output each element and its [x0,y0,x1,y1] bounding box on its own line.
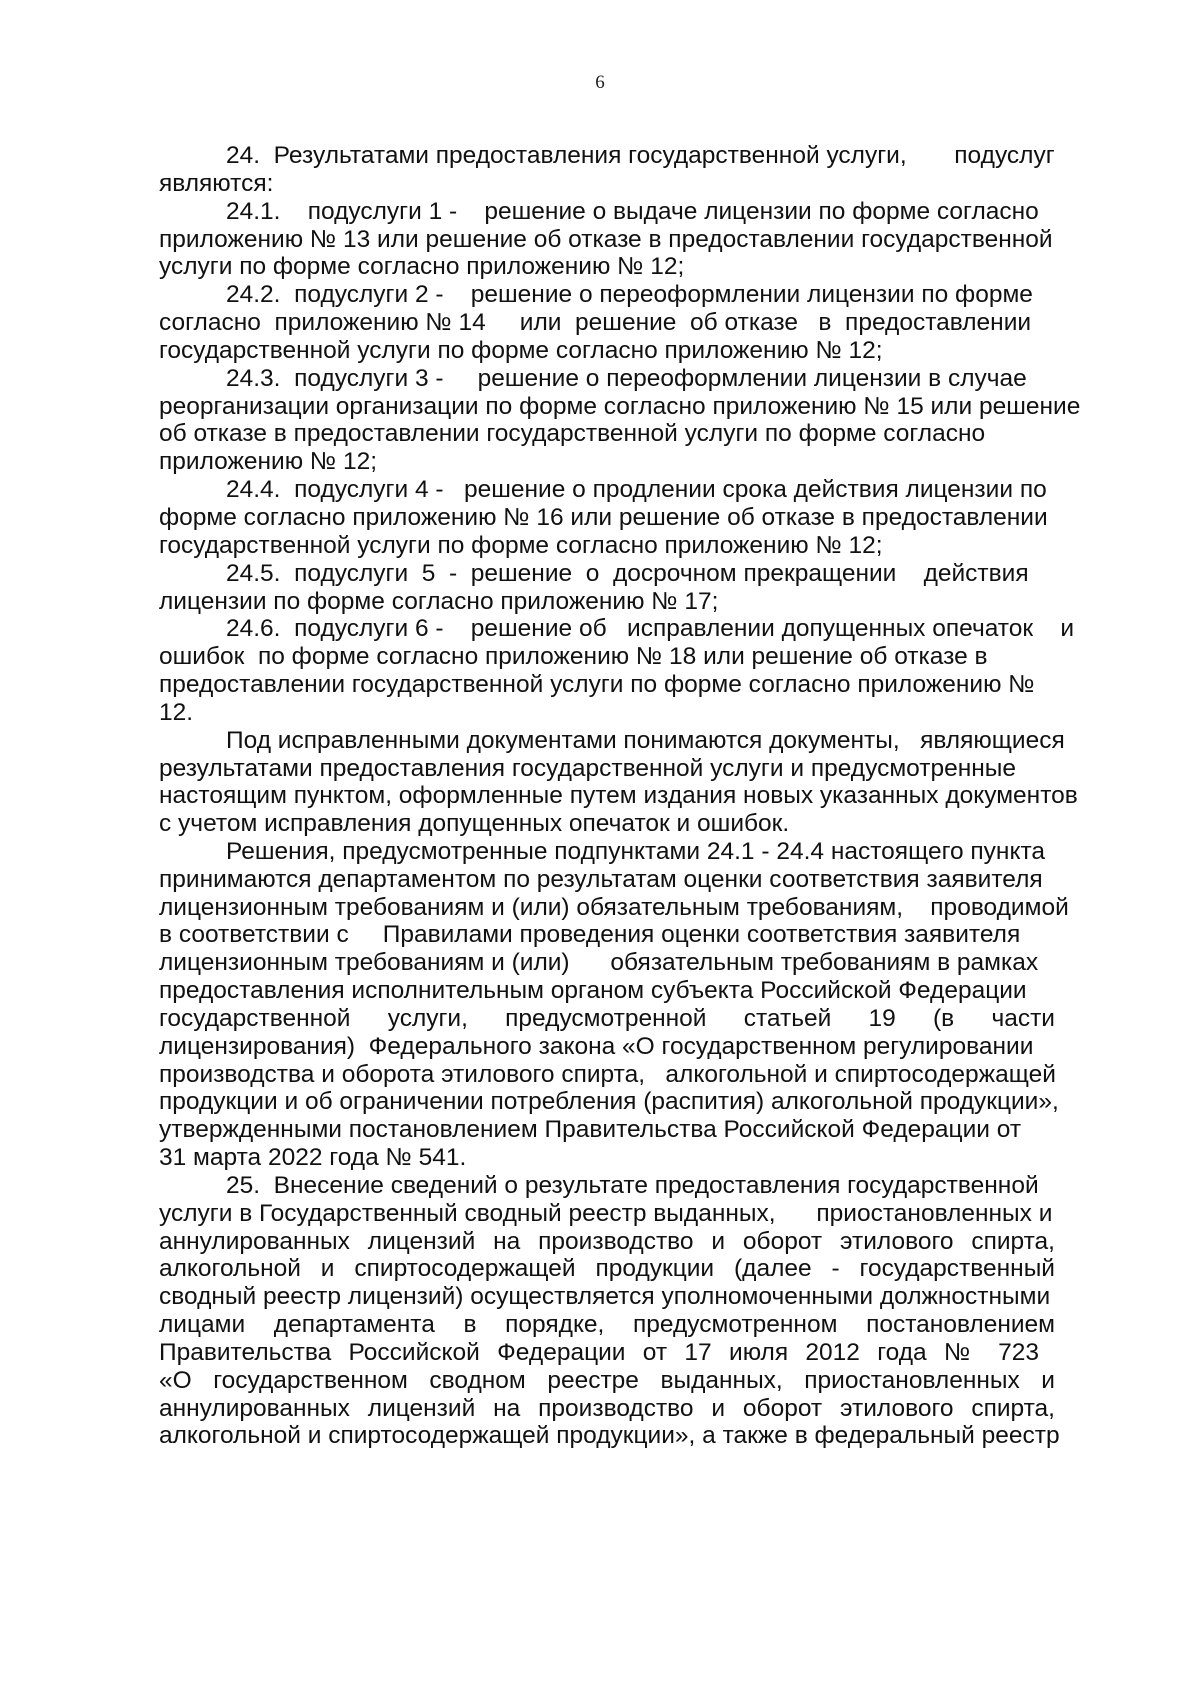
text-line: ошибок по форме согласно приложению № 18 или решение об отказе в [159,643,988,670]
text-line: форме согласно приложению № 16 или решение об отказе в предоставлении [159,504,1048,531]
text-line: результатами предоставления государственной услуги и предусмотренные [159,755,1017,782]
text-line: лицензирования) Федерального закона «О государственном регулировании [159,1033,1034,1060]
text-line: утвержденными постановлением Правительства Российской Федерации от [159,1116,1022,1143]
text-line: Решения, предусмотренные подпунктами 24.1 - 24.4 настоящего пункта [226,838,1046,865]
text-line: являются: [159,170,274,197]
text-line: услуги в Государственный сводный реестр выданных, приостановленных и [159,1200,1053,1227]
text-line: 12. [159,699,194,726]
text-line: 25. Внесение сведений о результате предоставления государственной [226,1172,1039,1199]
text-line: 24. Результатами предоставления государственной услуги, подуслуг [226,142,1055,169]
text-line: производства и оборота этилового спирта, алкогольной и спиртосодержащей [159,1061,1056,1088]
page-number: 6 [595,72,605,93]
text-line: реорганизации организации по форме согласно приложению № 15 или решение [159,393,1081,420]
text-line: с учетом исправления допущенных опечаток и ошибок. [159,810,790,837]
text-line: аннулированных лицензий на производство и оборот этилового спирта, [159,1228,1055,1255]
text-line: принимаются департаментом по результатам оценки соответствия заявителя [159,866,1043,893]
text-line: приложению № 13 или решение об отказе в предоставлении государственной [159,226,1053,253]
text-line: государственной услуги по форме согласно приложению № 12; [159,532,883,559]
text-line: 24.2. подуслуги 2 - решение о переоформлении лицензии по форме [226,281,1033,308]
text-line: об отказе в предоставлении государственной услуги по форме согласно [159,420,986,447]
text-line: алкогольной и спиртосодержащей продукции (далее - государственный [159,1255,1055,1282]
text-line: 24.6. подуслуги 6 - решение об исправлении допущенных опечаток и [226,615,1075,642]
text-line: предоставлении государственной услуги по форме согласно приложению № [159,671,1035,698]
text-line: согласно приложению № 14 или решение об отказе в предоставлении [159,309,1032,336]
text-line: государственной услуги по форме согласно приложению № 12; [159,337,883,364]
text-line: лицензионным требованиям и (или) обязательным требованиям в рамках [159,949,1039,976]
text-line: лицами департамента в порядке, предусмотренном постановлением [159,1311,1055,1338]
text-line: 24.5. подуслуги 5 - решение о досрочном прекращении действия [226,560,1029,587]
text-line: лицензионным требованиям и (или) обязательным требованиям, проводимой [159,894,1069,921]
text-line: в соответствии с Правилами проведения оценки соответствия заявителя [159,921,1021,948]
text-line: настоящим пунктом, оформленные путем издания новых указанных документов [159,782,1078,809]
text-line: алкогольной и спиртосодержащей продукции», а также в федеральный реестр [159,1422,1060,1449]
text-line: приложению № 12; [159,448,378,475]
text-line: сводный реестр лицензий) осуществляется уполномоченными должностными [159,1283,1051,1310]
text-line: лицензии по форме согласно приложению № 17; [159,588,719,615]
text-line: 24.1. подуслуги 1 - решение о выдаче лицензии по форме согласно [226,198,1039,225]
text-line: продукции и об ограничении потребления (распития) алкогольной продукции», [159,1088,1059,1115]
text-line: услуги по форме согласно приложению № 12; [159,253,685,280]
text-line: 24.4. подуслуги 4 - решение о продлении срока действия лицензии по [226,476,1047,503]
text-line: «О государственном сводном реестре выданных, приостановленных и [159,1367,1055,1394]
text-line: 24.3. подуслуги 3 - решение о переоформлении лицензии в случае [226,365,1027,392]
text-line: Правительства Российской Федерации от 17 июля 2012 года № 723 [159,1339,1039,1366]
text-line: Под исправленными документами понимаются документы, являющиеся [226,727,1065,754]
text-line: 31 марта 2022 года № 541. [159,1144,467,1171]
text-line: предоставления исполнительным органом субъекта Российской Федерации [159,977,1027,1004]
text-line: аннулированных лицензий на производство и оборот этилового спирта, [159,1395,1055,1422]
text-line: государственной услуги, предусмотренной статьей 19 (в части [159,1005,1055,1032]
